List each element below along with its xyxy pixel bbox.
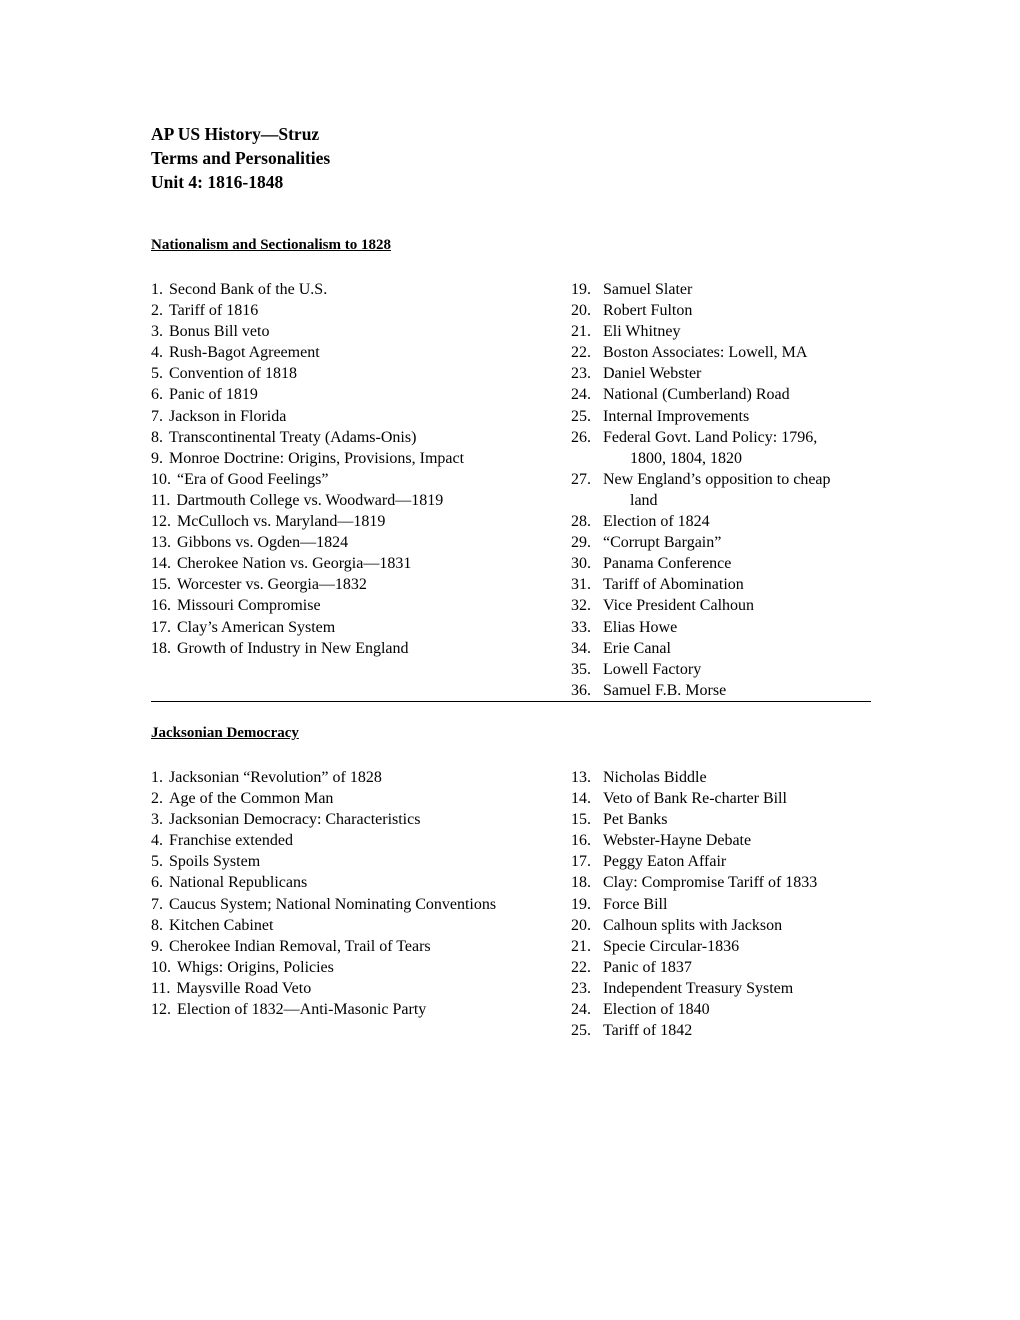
list-item [571,384,831,405]
item-label: Age of the Common Man [169,790,334,808]
list-item [571,915,817,936]
item-number: 27. [571,470,591,488]
item-label: “Era of Good Feelings” [177,470,329,488]
item-number: 20. [571,916,591,934]
item-number: 23. [571,365,591,383]
item-label: Panama Conference [603,555,732,573]
item-label: Jacksonian “Revolution” of 1828 [169,769,382,786]
item-label: Election of 1824 [603,513,710,531]
item-number: 1. [151,281,163,298]
item-label: Clay: Compromise Tariff of 1833 [603,874,818,892]
list-item [571,894,817,915]
section-1-right-column [571,279,831,701]
list-item [571,363,831,384]
section-2-right-column [571,767,817,1041]
item-label: Whigs: Origins, Policies [177,958,334,976]
item-label: New England’s opposition to cheap [603,470,831,488]
section-1-left-column [151,279,464,659]
course-title: AP US History—Struz [151,124,320,144]
item-label: Maysville Road Veto [176,979,312,997]
list-item [151,532,464,553]
item-label: Boston Associates: Lowell, MA [603,344,808,362]
list-item [151,342,464,363]
list-item [151,511,464,532]
list-item [571,767,817,788]
item-number: 2. [151,302,163,320]
item-number: 22. [571,958,591,976]
item-label: Panic of 1819 [169,386,258,404]
list-item [151,384,464,405]
item-label: Cherokee Indian Removal, Trail of Tears [169,937,431,955]
item-label: Peggy Eaton Affair [603,853,727,871]
item-number: 3. [151,811,163,829]
list-item [571,680,831,701]
item-label: Robert Fulton [603,302,693,320]
item-number: 14. [571,790,591,808]
item-number: 15. [571,811,591,829]
list-title: Terms and Personalities [151,148,331,168]
section-heading-nationalism: Nationalism and Sectionalism to 1828 [151,237,392,253]
list-item [151,448,464,469]
item-label: National Republicans [169,874,308,892]
list-item [571,574,831,595]
list-item [571,321,831,342]
list-item [571,999,817,1020]
list-item [571,638,831,659]
item-label: Kitchen Cabinet [169,916,274,934]
list-item [151,767,496,788]
list-item [151,469,464,490]
list-item [151,936,496,957]
list-item [571,617,831,638]
list-item [571,830,817,851]
list-item [571,532,831,553]
item-number: 5. [151,853,163,871]
section-heading-jacksonian: Jacksonian Democracy [151,725,299,741]
list-item [151,894,496,915]
item-label: Spoils System [169,853,261,871]
list-item [151,279,464,300]
item-label: Gibbons vs. Ogden—1824 [177,534,349,552]
item-label: Monroe Doctrine: Origins, Provisions, Impact [169,449,465,467]
item-label: McCulloch vs. Maryland—1819 [177,513,386,531]
list-item [151,830,496,851]
item-number: 16. [151,597,171,615]
item-number: 25. [571,407,591,425]
list-item [571,936,817,957]
item-number: 8. [151,916,163,934]
item-label: Cherokee Nation vs. Georgia—1831 [177,555,412,573]
list-item [571,788,817,809]
list-item [571,872,817,893]
item-label: Dartmouth College vs. Woodward—1819 [176,491,444,509]
list-item [151,406,464,427]
item-label: Panic of 1837 [603,958,692,976]
item-label: Vice President Calhoun [603,597,755,615]
item-number: 18. [571,874,591,892]
item-number: 7. [151,407,163,425]
item-label: Missouri Compromise [177,597,321,615]
item-label: Internal Improvements [603,407,750,425]
item-number: 5. [151,365,163,383]
item-number: 23. [571,979,591,997]
item-number: 3. [151,323,163,341]
item-number: 25. [571,1022,591,1040]
item-number: 4. [151,344,163,362]
item-number: 36. [571,681,591,699]
item-number: 11. [151,491,171,509]
item-number: 21. [571,323,591,341]
item-label: Clay’s American System [177,618,336,636]
item-label: Election of 1840 [603,1001,710,1019]
list-item [571,469,831,490]
item-label: Jackson in Florida [169,407,287,425]
item-label: Lowell Factory [603,660,702,678]
list-item [571,511,831,532]
list-item [151,300,464,321]
list-item [571,978,817,999]
item-label: Franchise extended [169,832,293,850]
item-number: 15. [151,576,171,594]
item-label: Samuel F.B. Morse [603,681,727,699]
item-number: 32. [571,597,591,615]
list-item [571,851,817,872]
item-number: 12. [151,1001,171,1019]
item-number: 6. [151,386,163,404]
item-number: 24. [571,1001,591,1019]
item-number: 13. [151,534,171,552]
item-label: Force Bill [603,895,668,913]
item-label: Pet Banks [603,811,668,829]
list-item [571,1020,817,1041]
item-label: Daniel Webster [603,365,702,383]
section-divider [151,701,871,702]
item-number: 33. [571,618,591,636]
item-number: 9. [151,449,163,467]
item-label-continuation: 1800, 1804, 1820 [630,449,742,467]
item-number: 20. [571,302,591,320]
item-number: 9. [151,937,163,955]
list-item [151,851,496,872]
list-item [151,638,464,659]
item-number: 30. [571,555,591,573]
item-number: 19. [571,281,591,298]
list-item [151,490,464,511]
list-item [151,321,464,342]
item-label: Second Bank of the U.S. [169,281,328,298]
document-title [151,122,330,194]
item-number: 24. [571,386,591,404]
item-number: 31. [571,576,591,594]
item-number: 21. [571,937,591,955]
list-item [571,957,817,978]
item-number: 35. [571,660,591,678]
list-item [151,872,496,893]
item-label: Election of 1832—Anti-Masonic Party [177,1001,427,1019]
item-number: 7. [151,895,163,913]
item-number: 4. [151,832,163,850]
item-label: “Corrupt Bargain” [603,534,722,552]
list-item [571,809,817,830]
item-number: 26. [571,428,591,446]
list-item [151,617,464,638]
item-label: Transcontinental Treaty (Adams-Onis) [169,428,417,446]
list-item [151,553,464,574]
item-label: Erie Canal [603,639,671,657]
item-label: Bonus Bill veto [169,323,270,341]
item-label: Tariff of 1816 [169,302,259,320]
list-item [151,957,496,978]
section-2-left-column [151,767,496,1020]
list-item [571,300,831,321]
item-number: 6. [151,874,163,892]
item-number: 17. [571,853,591,871]
item-label: Webster-Hayne Debate [603,832,752,850]
item-label: Samuel Slater [603,281,693,298]
item-label: Worcester vs. Georgia—1832 [177,576,367,594]
item-label: Calhoun splits with Jackson [603,916,783,934]
item-label: Elias Howe [603,618,678,636]
item-number: 16. [571,832,591,850]
item-label: Rush-Bagot Agreement [169,344,320,362]
item-number: 8. [151,428,163,446]
list-item [571,342,831,363]
item-label: Tariff of Abomination [603,576,744,594]
item-number: 29. [571,534,591,552]
item-number: 17. [151,618,171,636]
item-label: Eli Whitney [603,323,681,341]
list-item [571,659,831,680]
item-number: 14. [151,555,171,573]
list-item [151,427,464,448]
list-item [151,978,496,999]
item-label: Veto of Bank Re-charter Bill [603,790,787,808]
item-number: 10. [151,958,171,976]
list-item [571,553,831,574]
list-item [151,574,464,595]
item-label: Growth of Industry in New England [177,639,409,657]
item-number: 19. [571,895,591,913]
list-item [571,279,831,300]
list-item [151,595,464,616]
item-label: National (Cumberland) Road [603,386,790,404]
item-number: 18. [151,639,171,657]
item-number: 2. [151,790,163,808]
list-item [571,427,831,448]
item-number: 10. [151,470,171,488]
list-item [571,406,831,427]
item-number: 28. [571,513,591,531]
item-label: Federal Govt. Land Policy: 1796, [603,428,818,446]
item-label: Caucus System; National Nominating Conventions [169,895,497,913]
item-label: Specie Circular-1836 [603,937,740,955]
list-item [151,915,496,936]
list-item [151,809,496,830]
item-number: 22. [571,344,591,362]
item-number: 34. [571,639,591,657]
item-label: Independent Treasury System [603,979,794,997]
item-label: Tariff of 1842 [603,1022,693,1040]
item-number: 13. [571,769,591,786]
item-label-continuation: land [630,491,658,509]
item-label: Nicholas Biddle [603,769,707,786]
list-item [571,595,831,616]
list-item [151,788,496,809]
list-item [151,363,464,384]
item-label: Convention of 1818 [169,365,297,383]
item-number: 12. [151,513,171,531]
item-number: 11. [151,979,171,997]
item-number: 1. [151,769,163,786]
unit-title: Unit 4: 1816-1848 [151,172,284,192]
list-item [151,999,496,1020]
item-label: Jacksonian Democracy: Characteristics [169,811,421,829]
